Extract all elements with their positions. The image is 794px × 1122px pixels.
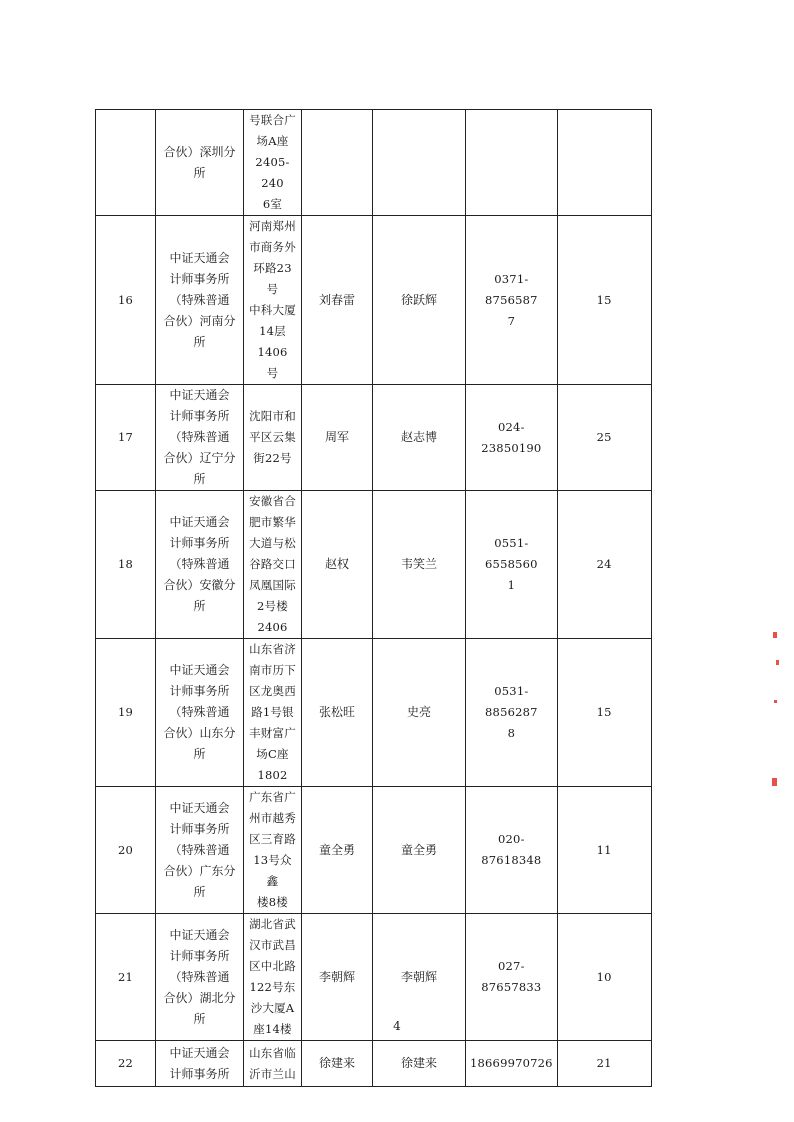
address-cell: 山东省临 沂市兰山 <box>244 1041 302 1087</box>
staff-count-cell: 21 <box>557 1041 651 1087</box>
address-cell: 号联合广 场A座 2405-240 6室 <box>244 110 302 216</box>
row-number-cell: 19 <box>96 639 156 787</box>
partner-cell: 刘春雷 <box>302 216 373 385</box>
contact-cell: 韦笑兰 <box>373 491 466 639</box>
phone-cell: 0551-6558560 1 <box>466 491 558 639</box>
address-cell: 广东省广 州市越秀 区三育路 13号众鑫 楼8楼 <box>244 787 302 914</box>
address-cell: 山东省济 南市历下 区龙奥西 路1号银 丰财富广 场C座 1802 <box>244 639 302 787</box>
phone-cell: 024-23850190 <box>466 385 558 491</box>
table-row <box>96 1041 652 1087</box>
phone-cell: 0531-8856287 8 <box>466 639 558 787</box>
phone-cell: 18669970726 <box>466 1041 558 1087</box>
table-row <box>96 110 652 216</box>
phone-cell: 027-87657833 <box>466 914 558 1041</box>
row-number-cell: 20 <box>96 787 156 914</box>
row-number-cell <box>96 110 156 216</box>
firm-name-cell: 中证天通会 计师事务所 （特殊普通 合伙）广东分 所 <box>156 787 244 914</box>
address-cell: 河南郑州 市商务外 环路23号 中科大厦 14层1406 号 <box>244 216 302 385</box>
contact-cell: 徐跃辉 <box>373 216 466 385</box>
staff-count-cell: 24 <box>557 491 651 639</box>
staff-count-cell: 10 <box>557 914 651 1041</box>
seal-edge-mark <box>772 778 777 786</box>
firm-name-cell: 中证天通会 计师事务所 （特殊普通 合伙）安徽分 所 <box>156 491 244 639</box>
address-cell: 湖北省武 汉市武昌 区中北路 122号东 沙大厦A 座14楼 <box>244 914 302 1041</box>
phone-cell: 0371-8756587 7 <box>466 216 558 385</box>
contact-cell: 史亮 <box>373 639 466 787</box>
seal-edge-mark <box>774 700 777 703</box>
partner-cell: 童全勇 <box>302 787 373 914</box>
row-number-cell: 17 <box>96 385 156 491</box>
table-row <box>96 491 652 639</box>
table-row <box>96 639 652 787</box>
page-number: 4 <box>393 1019 401 1033</box>
contact-cell <box>373 110 466 216</box>
partner-cell: 李朝辉 <box>302 914 373 1041</box>
contact-cell: 李朝辉 <box>373 914 466 1041</box>
staff-count-cell: 11 <box>557 787 651 914</box>
contact-cell: 赵志博 <box>373 385 466 491</box>
firm-name-cell: 中证天通会 计师事务所 （特殊普通 合伙）辽宁分 所 <box>156 385 244 491</box>
table-row <box>96 385 652 491</box>
table-row <box>96 787 652 914</box>
partner-cell: 赵权 <box>302 491 373 639</box>
phone-cell <box>466 110 558 216</box>
firm-name-cell: 中证天通会 计师事务所 （特殊普通 合伙）山东分 所 <box>156 639 244 787</box>
partner-cell: 徐建来 <box>302 1041 373 1087</box>
partner-cell <box>302 110 373 216</box>
firm-name-cell: 中证天通会 计师事务所 （特殊普通 合伙）湖北分 所 <box>156 914 244 1041</box>
row-number-cell: 18 <box>96 491 156 639</box>
accounting-firms-table <box>95 109 652 1087</box>
staff-count-cell: 25 <box>557 385 651 491</box>
phone-cell: 020-87618348 <box>466 787 558 914</box>
seal-edge-mark <box>776 660 779 665</box>
row-number-cell: 21 <box>96 914 156 1041</box>
firm-name-cell: 中证天通会 计师事务所 <box>156 1041 244 1087</box>
row-number-cell: 16 <box>96 216 156 385</box>
staff-count-cell: 15 <box>557 639 651 787</box>
address-cell: 沈阳市和 平区云集 街22号 <box>244 385 302 491</box>
firm-name-cell: 中证天通会 计师事务所 （特殊普通 合伙）河南分 所 <box>156 216 244 385</box>
firm-name-cell: 合伙）深圳分 所 <box>156 110 244 216</box>
staff-count-cell: 15 <box>557 216 651 385</box>
partner-cell: 周军 <box>302 385 373 491</box>
contact-cell: 徐建来 <box>373 1041 466 1087</box>
contact-cell: 童全勇 <box>373 787 466 914</box>
staff-count-cell <box>557 110 651 216</box>
row-number-cell: 22 <box>96 1041 156 1087</box>
seal-edge-mark <box>773 632 777 638</box>
table-row <box>96 216 652 385</box>
partner-cell: 张松旺 <box>302 639 373 787</box>
address-cell: 安徽省合 肥市繁华 大道与松 谷路交口 凤凰国际 2号楼 2406 <box>244 491 302 639</box>
